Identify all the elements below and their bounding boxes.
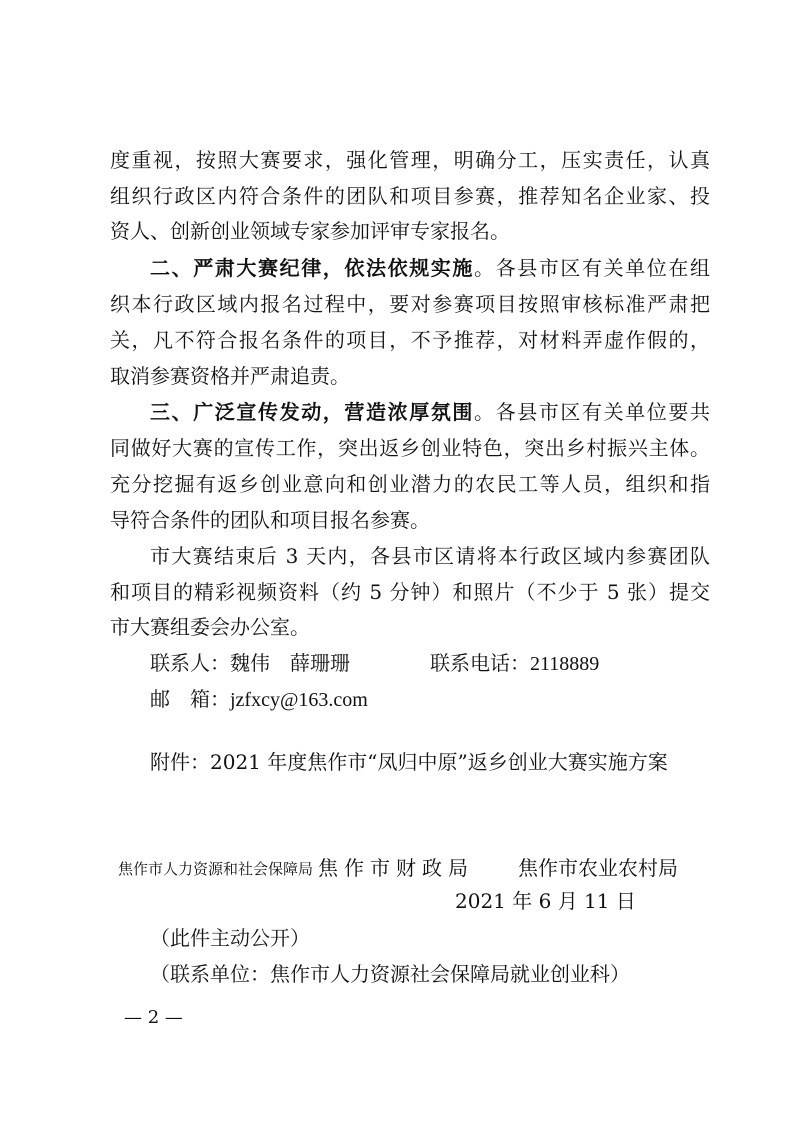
para4-line-1: 市大赛结束后 3 天内，各县市区请将本行政区域内参赛团队 — [150, 544, 710, 568]
para3-heading: 三、广泛宣传发动，营造浓厚氛围 — [150, 400, 474, 424]
signature-finance: 焦作市财政局 — [318, 856, 474, 880]
signature-row — [118, 852, 688, 886]
para1-line-2: 组织行政区内符合条件的团队和项目参赛，推荐知名企业家、投 — [110, 184, 710, 208]
para3-line-1 — [150, 397, 710, 427]
contact-person-label: 联系人： — [150, 651, 230, 675]
contact-phone-label: 联系电话： — [430, 651, 530, 675]
para3-line-3: 充分挖掘有返乡创业意向和创业潜力的农民工等人员，组织和指 — [110, 472, 710, 496]
para4-line-3: 市大赛组委会办公室。 — [110, 615, 310, 639]
issue-date: 2021 年 6 月 11 日 — [455, 889, 636, 913]
disclosure-note: （此件主动公开） — [150, 926, 310, 950]
email-label: 邮 箱： — [150, 687, 230, 711]
email-line — [150, 684, 710, 715]
para2-heading: 二、严肃大赛纪律，依法依规实施 — [150, 256, 474, 280]
para1-line-3: 资人、创新创业领域专家参加评审专家报名。 — [110, 219, 510, 243]
signature-hrss: 焦作市人力资源和社会保障局 — [118, 860, 314, 878]
para3-line-4: 导符合条件的团队和项目报名参赛。 — [110, 508, 430, 532]
para1-line-1: 度重视，按照大赛要求，强化管理，明确分工，压实责任，认真 — [110, 148, 710, 172]
para2-line-4: 取消参赛资格并严肃追责。 — [110, 364, 350, 388]
para2-line-2: 织本行政区域内报名过程中，要对参赛项目按照审核标准严肃把 — [110, 292, 710, 316]
attachment-line: 附件：2021 年度焦作市“凤归中原”返乡创业大赛实施方案 — [150, 750, 668, 774]
para4-line-2: 和项目的精彩视频资料（约 5 分钟）和照片（不少于 5 张）提交 — [110, 580, 710, 604]
page-number: — 2 — — [124, 1007, 183, 1028]
contact-line — [150, 648, 710, 679]
contact-unit-note: （联系单位：焦作市人力资源社会保障局就业创业科） — [150, 962, 630, 986]
contact-person-names: 魏伟 薛珊珊 — [230, 651, 350, 675]
para3-first-rest: 。各县市区有关单位要共 — [474, 400, 710, 424]
email-address: jzfxcy@163.com — [230, 689, 368, 711]
para2-first-rest: 。各县市区有关单位在组 — [474, 256, 710, 280]
signature-agriculture: 焦作市农业农村局 — [518, 856, 678, 880]
para2-line-3: 关，凡不符合报名条件的项目，不予推荐，对材料弄虚作假的， — [110, 328, 710, 352]
para3-line-2: 同做好大赛的宣传工作，突出返乡创业特色，突出乡村振兴主体。 — [110, 436, 710, 460]
para2-line-1 — [150, 253, 710, 283]
contact-phone: 2118889 — [530, 653, 600, 675]
